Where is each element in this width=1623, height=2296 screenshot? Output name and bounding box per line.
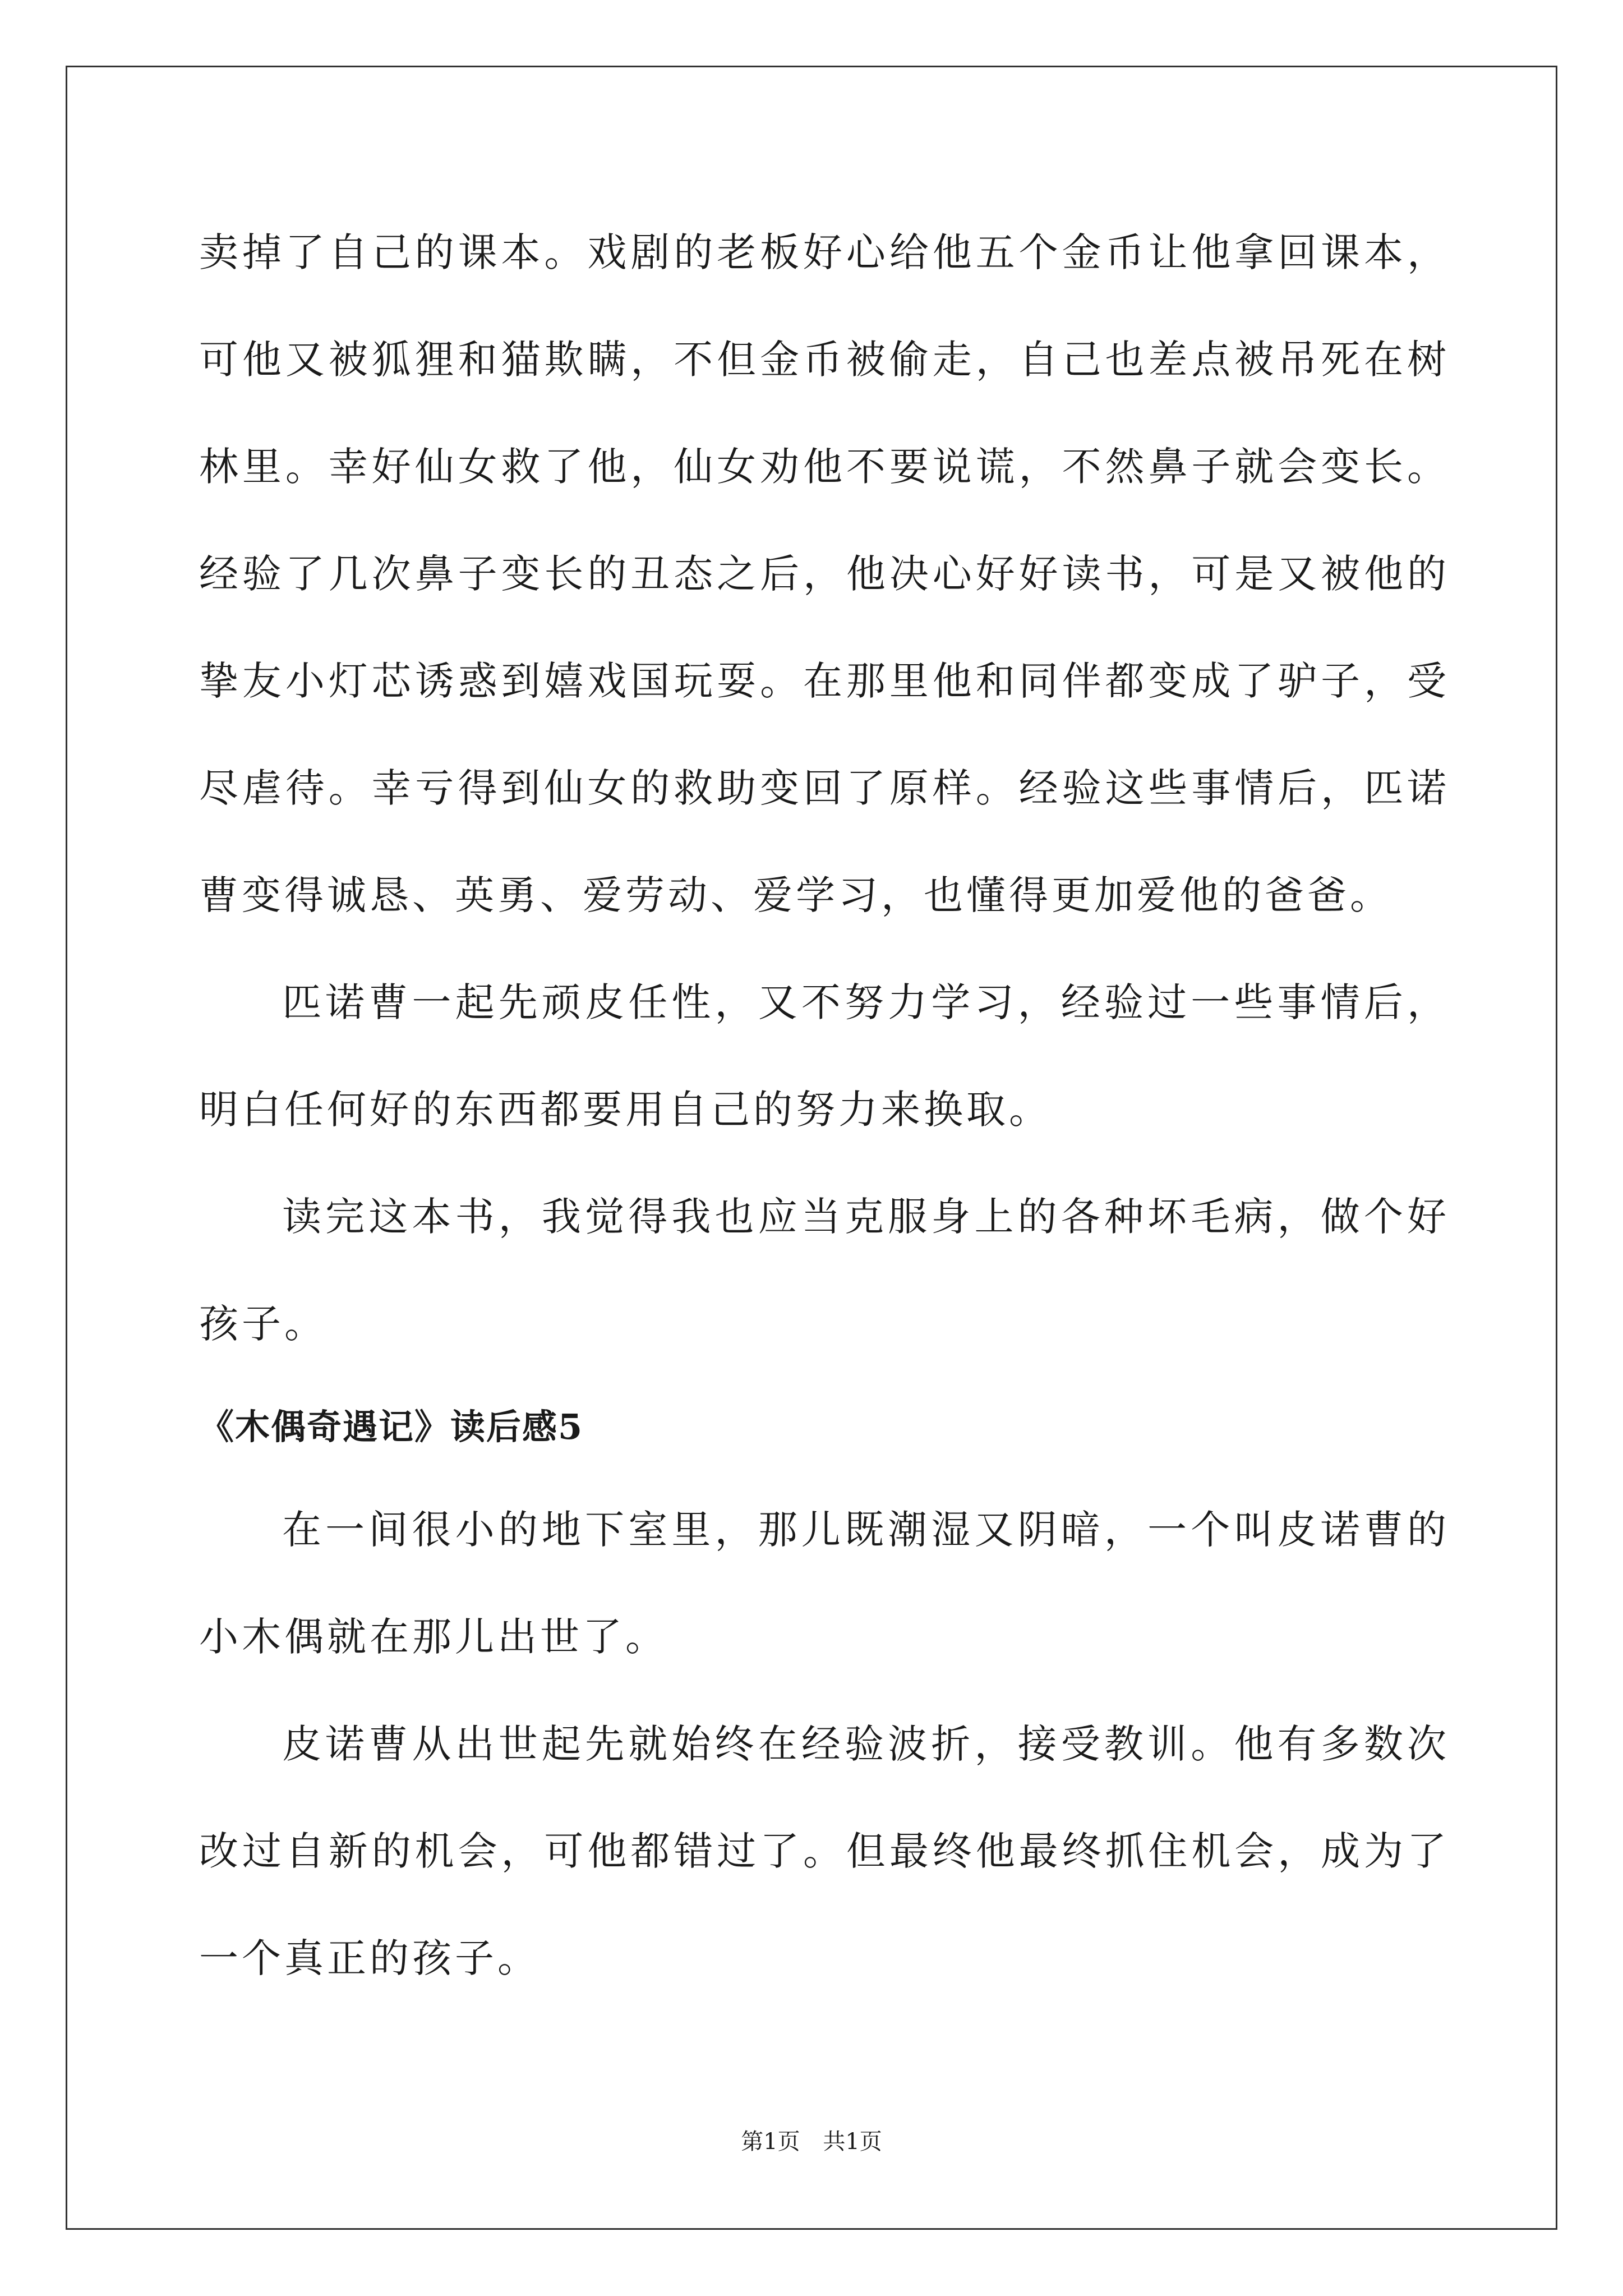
paragraph: 皮诺曹从出世起先就始终在经验波折，接受教训。他有多数次改过自新的机会，可他都错过了。但最终他最终抓住机会，成为了一个真正的孩子。: [199, 1721, 1450, 1981]
document-body: [199, 199, 1450, 2012]
paragraph: 在一间很小的地下室里，那儿既潮湿又阴暗，一个叫皮诺曹的小木偶就在那儿出世了。: [199, 1507, 1450, 1660]
paragraph: 卖掉了自己的课本。戏剧的老板好心给他五个金币让他拿回课本，可他又被狐狸和猫欺瞒，不但金币被偷走，自己也差点被吊死在树林里。幸好仙女救了他，仙女劝他不要说谎，不然鼻子就会变长。经验了几次鼻子变长的丑态之后，他决心好好读书，可是又被他的挚友小灯芯诱惑到嬉戏国玩耍。在那里他和同伴都变成了驴子，受尽虐待。幸亏得到仙女的救助变回了原样。经验这些事情后，匹诺曹变得诚恳、英勇、爱劳动、爱学习，也懂得更加爱他的爸爸。: [199, 229, 1450, 918]
paragraph: 匹诺曹一起先顽皮任性，又不努力学习，经验过一些事情后，明白任何好的东西都要用自己的努力来换取。: [199, 979, 1450, 1133]
paragraph: 读完这本书，我觉得我也应当克服身上的各种坏毛病，做个好孩子。: [199, 1194, 1450, 1347]
page-total: 共1页: [823, 2129, 882, 2155]
page-footer: [0, 2124, 1623, 2156]
section-heading: 《木偶奇遇记》读后感5: [199, 1406, 584, 1447]
page-number: 第1页: [741, 2129, 800, 2155]
